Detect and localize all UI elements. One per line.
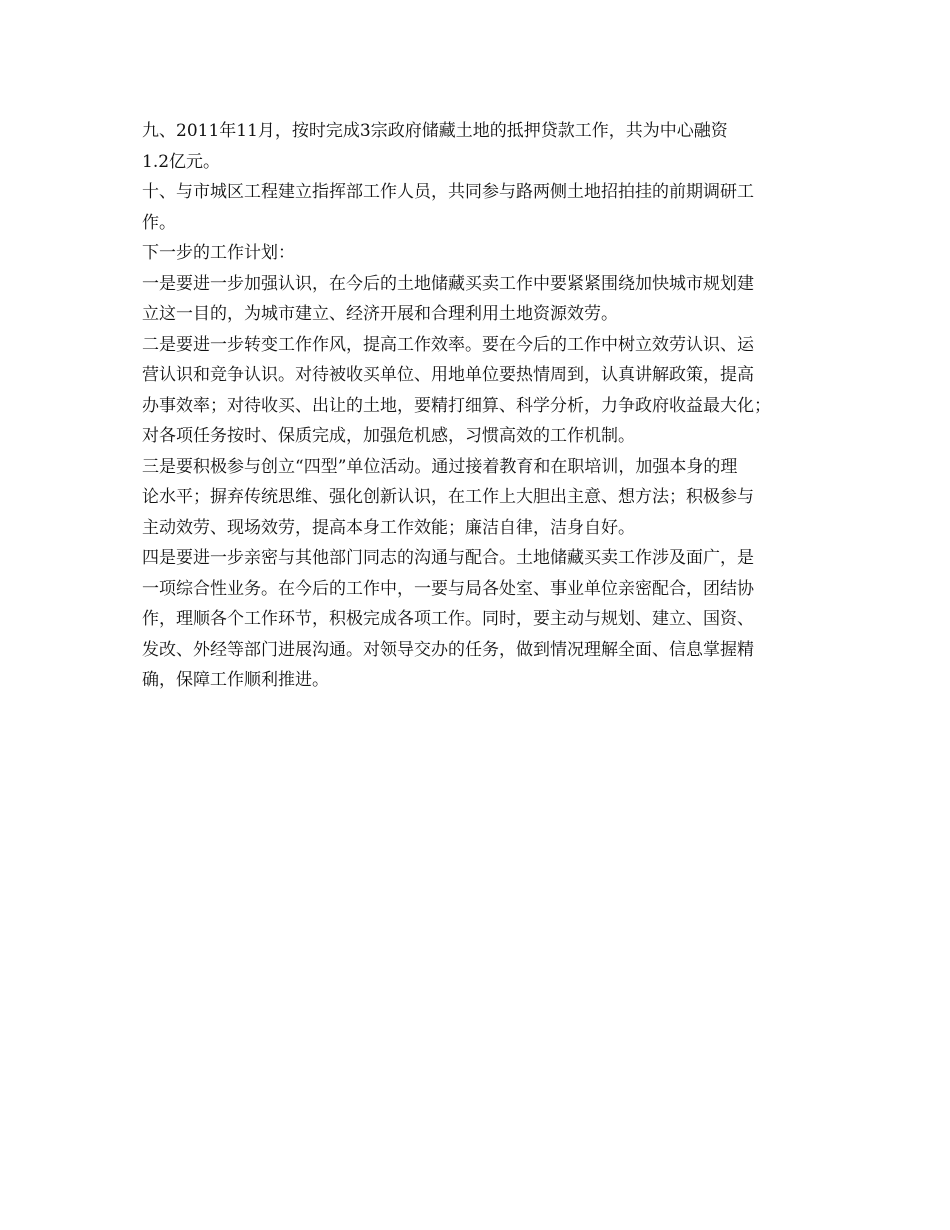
- text-line: 作，理顺各个工作环节，积极完成各项工作。同时，要主动与规划、建立、国资、: [142, 609, 754, 629]
- text-line: 确，保障工作顺利推进。: [142, 670, 329, 690]
- text-line: 二是要进一步转变工作作风，提高工作效率。要在今后的工作中树立效劳认识、运: [142, 334, 754, 355]
- section-heading-next-plan: [142, 238, 822, 269]
- text-line: 1.2亿元。: [142, 151, 221, 172]
- text-line: 下一步的工作计划：: [142, 243, 295, 263]
- text-line: 一是要进一步加强认识，在今后的土地储藏买卖工作中要紧紧围绕加快城市规划建: [142, 273, 754, 294]
- text-line: 营认识和竞争认识。对待被收买单位、用地单位要热情周到，认真讲解政策，提高: [142, 365, 754, 385]
- paragraph-plan-4: [142, 543, 822, 696]
- text-line: 对各项任务按时、保质完成，加强危机感，习惯高效的工作机制。: [142, 426, 635, 446]
- text-line: 四是要进一步亲密与其他部门同志的沟通与配合。土地储藏买卖工作涉及面广，是: [142, 548, 754, 568]
- paragraph-item-10: [142, 177, 822, 238]
- paragraph-plan-1: [142, 269, 822, 330]
- paragraph-item-9: [142, 116, 822, 177]
- text-line: 一项综合性业务。在今后的工作中，一要与局各处室、事业单位亲密配合，团结协: [142, 578, 754, 599]
- text-line: 发改、外经等部门进展沟通。对领导交办的任务，做到情况理解全面、信息掌握精: [142, 639, 754, 660]
- text-line: 论水平；摒弃传统思维、强化创新认识，在工作上大胆出主意、想方法；积极参与: [142, 487, 754, 507]
- text-line: 主动效劳、现场效劳，提高本身工作效能；廉洁自律，洁身自好。: [142, 517, 635, 538]
- text-line: 作。: [142, 212, 176, 233]
- text-line: 九、2011年11月，按时完成3宗政府储藏土地的抵押贷款工作，共为中心融资: [142, 121, 728, 141]
- text-line: 三是要积极参与创立“四型”单位活动。通过接着教育和在职培训，加强本身的理: [142, 456, 738, 477]
- document-body: [142, 116, 822, 696]
- text-line: 立这一目的，为城市建立、经济开展和合理利用土地资源效劳。: [142, 304, 618, 324]
- text-line: 十、与市城区工程建立指挥部工作人员，共同参与路两侧土地招拍挂的前期调研工: [142, 182, 754, 202]
- text-line: 办事效率；对待收买、出让的土地，要精打细算、科学分析，力争政府收益最大化；: [142, 395, 771, 416]
- paragraph-plan-3: [142, 452, 822, 544]
- paragraph-plan-2: [142, 330, 822, 452]
